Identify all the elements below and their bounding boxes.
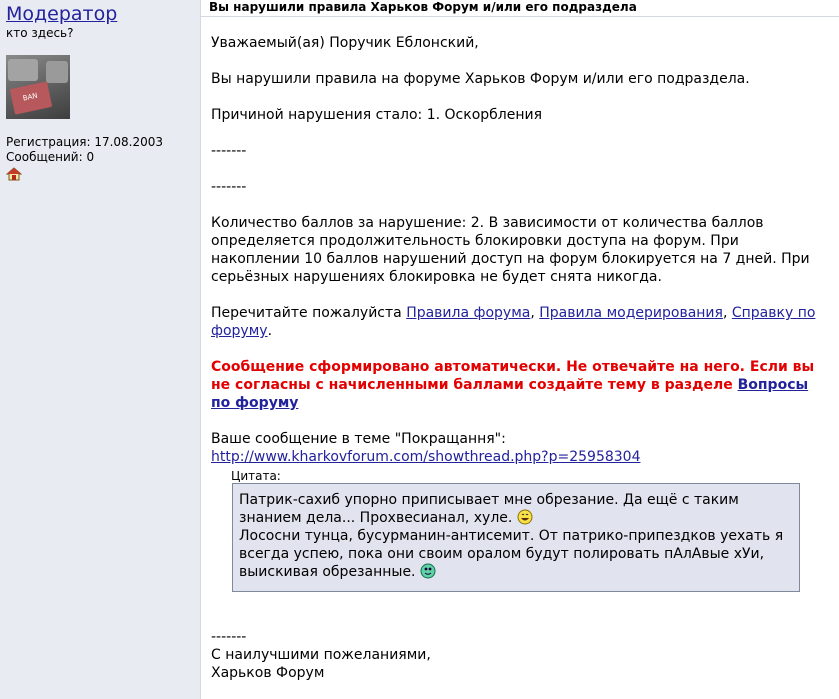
quote-box: [232, 483, 800, 592]
post-count: Сообщений: 0: [6, 150, 95, 164]
greeting: Уважаемый(ая) Поручик Еблонский,: [211, 35, 479, 51]
post-content: [201, 0, 839, 699]
closing: С наилучшими пожеланиями,: [211, 647, 431, 663]
thread-url-link[interactable]: http://www.kharkovforum.com/showthread.php?p=25958304: [211, 449, 641, 465]
period: .: [267, 323, 273, 339]
rules-link[interactable]: Правила форума: [406, 305, 531, 321]
reason-text: Причиной нарушения стало: 1. Оскорбления: [211, 107, 543, 123]
comma: ,: [722, 305, 732, 321]
home-icon[interactable]: [6, 167, 22, 181]
auto-notice: [211, 358, 823, 412]
reread-paragraph: [211, 304, 823, 340]
user-role: кто здесь?: [6, 26, 74, 40]
your-message-label: Ваше сообщение в теме "Покращання":: [211, 431, 506, 447]
violation-text: Вы нарушили правила на форуме Харьков Форум и/или его подраздела.: [211, 71, 750, 87]
points-text: Количество баллов за нарушение: 2. В зависимости от количества баллов определяется продолжительность блокировки доступа на форум. При накоплении 10 баллов нарушений доступ на форум блокируется на 7 дней. При серьёзных нарушениях блокировка не будет снята никогда.: [211, 215, 810, 285]
forum-questions-link[interactable]: Вопросы по форуму: [211, 377, 809, 411]
separator: -------: [211, 179, 247, 195]
signature: Харьков Форум: [211, 665, 325, 681]
reread-prefix: Перечитайте пожалуйста: [211, 305, 407, 321]
teal-smiley-icon: [420, 563, 436, 579]
separator: -------: [211, 629, 247, 645]
quote-label: Цитата:: [231, 469, 281, 483]
auto-notice-text: Сообщение сформировано автоматически. Не отвечайте на него. Если вы не согласны с начисленными баллами создайте тему в разделе: [211, 359, 815, 393]
quote-line: [239, 527, 793, 581]
registration-date: Регистрация: 17.08.2003: [6, 135, 164, 149]
laughing-smiley-icon: [517, 509, 533, 525]
avatar: [6, 55, 70, 119]
post-title: Вы нарушили правила Харьков Форум и/или его подраздела: [201, 0, 839, 17]
user-sidebar: [0, 0, 201, 699]
quote-line: [239, 491, 793, 527]
avatar-text: BAN: [22, 91, 39, 103]
comma: ,: [530, 305, 540, 321]
forum-help-link[interactable]: Справку по форуму: [211, 305, 816, 339]
quote-text: Лососни тунца, бусурманин-антисемит. От патрико-припездков уехать я всегда успею, пока они своим оралом будут полировать пАлАвые хУи, выискивая обрезанные.: [239, 528, 784, 580]
username-link[interactable]: Модератор: [6, 3, 118, 25]
quote-text: Патрик-сахиб упорно приписывает мне обрезание. Да ещё с таким знанием дела... Прохвесианал, хуле.: [239, 492, 739, 526]
separator: -------: [211, 143, 247, 159]
moderation-rules-link[interactable]: Правила модерирования: [539, 305, 723, 321]
